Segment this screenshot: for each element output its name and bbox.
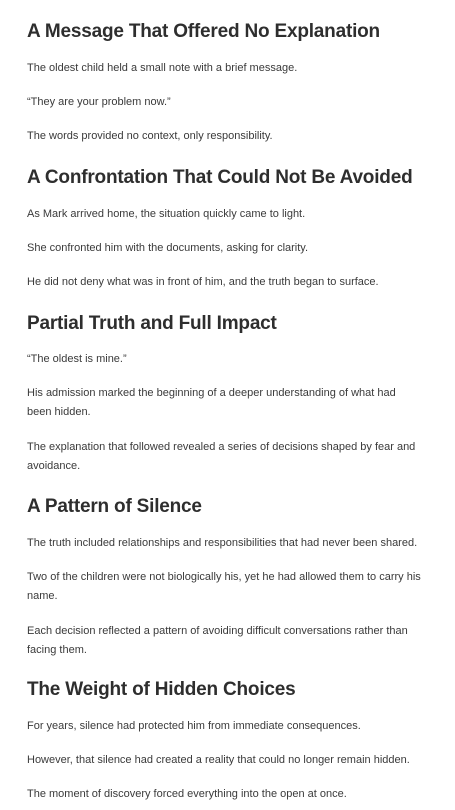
paragraph: Each decision reflected a pattern of avoiding difficult conversations rather than facing them. [27, 625, 408, 656]
paragraph: The oldest child held a small note with a brief message. [27, 62, 298, 74]
paragraph: He did not deny what was in front of him, and the truth began to surface. [27, 276, 379, 288]
paragraph: The words provided no context, only responsibility. [27, 130, 273, 142]
paragraph: The moment of discovery forced everything into the open at once. [27, 788, 347, 800]
article-section [27, 312, 437, 336]
paragraph: The explanation that followed revealed a series of decisions shaped by fear and avoidance. [27, 441, 416, 472]
section-heading: A Confrontation That Could Not Be Avoided [27, 167, 413, 188]
paragraph: “The oldest is mine.” [27, 353, 127, 365]
section-heading: A Pattern of Silence [27, 496, 202, 517]
paragraph: His admission marked the beginning of a deeper understanding of what had been hidden. [27, 387, 396, 418]
paragraph: As Mark arrived home, the situation quickly came to light. [27, 208, 306, 220]
section-heading: Partial Truth and Full Impact [27, 313, 277, 334]
paragraph: However, that silence had created a reality that could no longer remain hidden. [27, 754, 410, 766]
article-section [27, 166, 437, 190]
paragraph: Two of the children were not biologically his, yet he had allowed them to carry his name. [27, 571, 421, 602]
article-section [27, 495, 437, 519]
section-heading: The Weight of Hidden Choices [27, 679, 296, 700]
paragraph: “They are your problem now.” [27, 96, 171, 108]
article-section [27, 20, 437, 44]
article-section [27, 678, 437, 702]
paragraph: For years, silence had protected him from immediate consequences. [27, 720, 361, 732]
section-heading: A Message That Offered No Explanation [27, 21, 380, 42]
paragraph: The truth included relationships and responsibilities that had never been shared. [27, 537, 418, 549]
paragraph: She confronted him with the documents, asking for clarity. [27, 242, 309, 254]
